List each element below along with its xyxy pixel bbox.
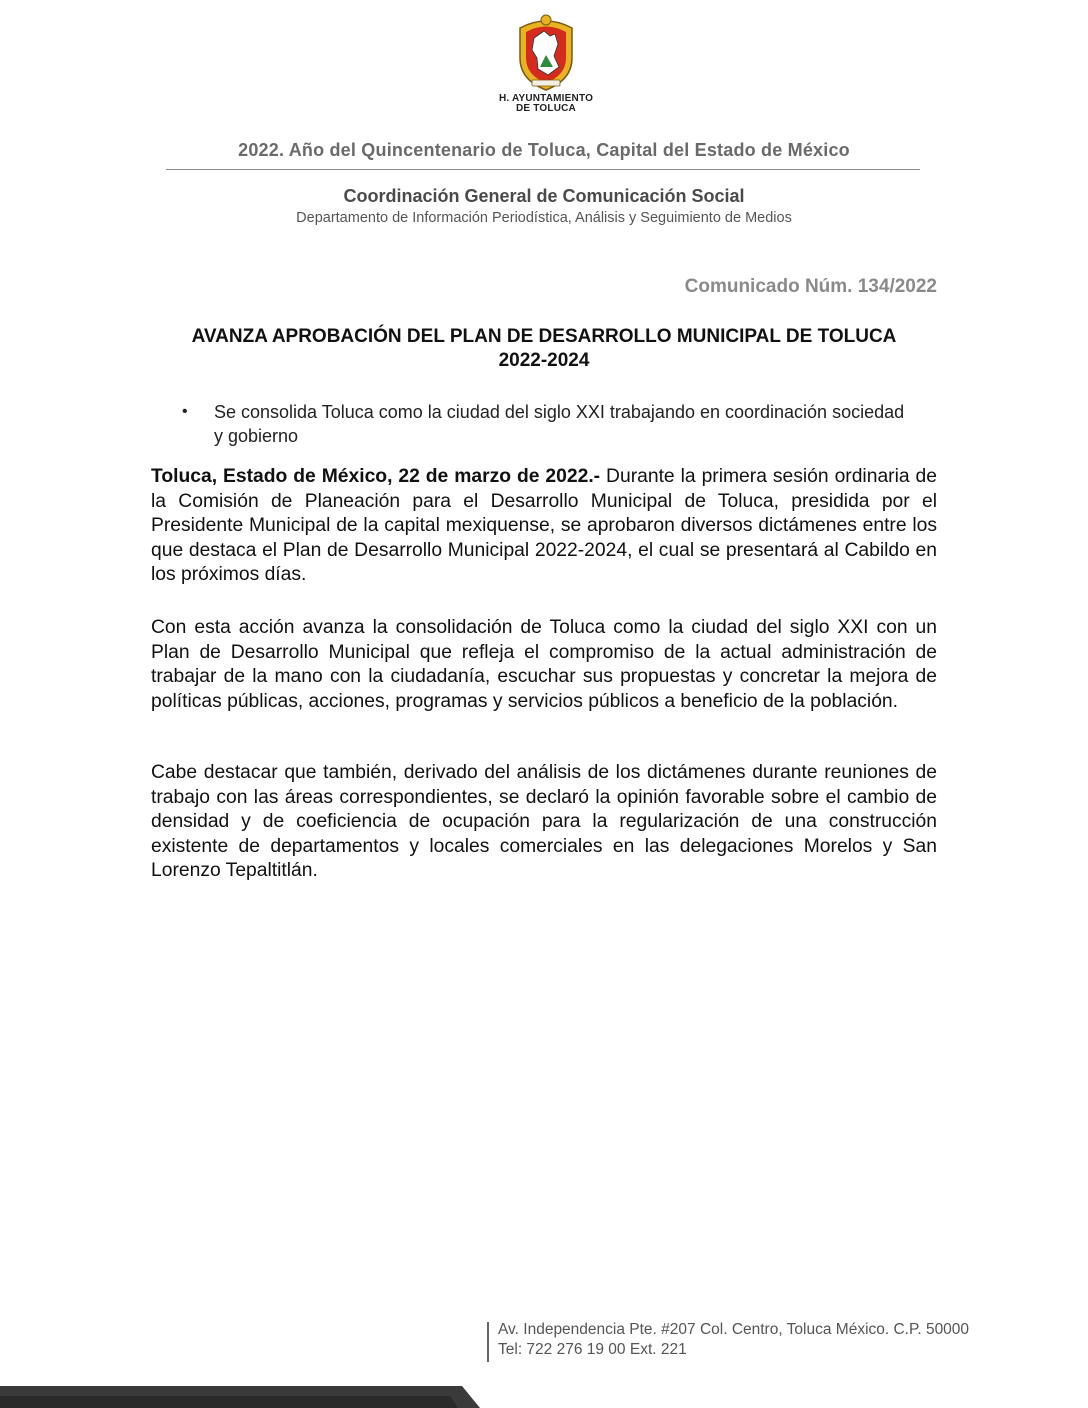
toluca-coat-of-arms-icon [510,14,582,92]
department-subtitle: Departamento de Información Periodística, Análisis y Seguimiento de Medios [296,210,792,226]
coordination-title: Coordinación General de Comunicación Social [343,186,745,206]
headline: AVANZA APROBACIÓN DEL PLAN DE DESARROLLO MUNICIPAL DE TOLUCA 2022-2024 [191,326,897,371]
summary-bullet-item [176,400,916,448]
body-paragraph-2: Con esta acción avanza la consolidación de Toluca como la ciudad del siglo XXI con un Plan de Desarrollo Municipal que refleja el compromiso de la actual administración de trabajar de la mano con la ciudadanía, escuchar sus propuestas y concretar la mejora de políticas públicas, acciones, programas y servicios públicos a beneficio de la población. [151,617,937,712]
summary-bullets [176,400,916,448]
logo-text-line2: DE TOLUCA [516,103,576,114]
bottom-decorative-band [0,1386,480,1408]
footer-address: Av. Independencia Pte. #207 Col. Centro, Toluca México. C.P. 50000 [498,1321,970,1338]
summary-bullet-text: Se consolida Toluca como la ciudad del siglo XXI trabajando en coordinación sociedad y gobierno [214,402,905,446]
municipal-logo [492,14,600,122]
header-divider [166,169,920,170]
dateline: Toluca, Estado de México, 22 de marzo de 2022.- [151,466,601,487]
footer-divider [487,1322,489,1362]
year-motto: 2022. Año del Quincentenario de Toluca, Capital del Estado de México [238,140,850,160]
body-paragraph-3: Cabe destacar que también, derivado del análisis de los dictámenes durante reuniones de trabajo con las áreas correspondientes, se declaró la opinión favorable sobre el cambio de densidad y de coeficiencia de ocupación para la regularización de una construcción existente de departamentos y locales comerciales en las delegaciones Morelos y San Lorenzo Tepaltitlán. [151,762,937,881]
paragraph-1-text: Durante la primera sesión ordinaria de la Comisión de Planeación para el Desarrollo Municipal de Toluca, presidida por el Presidente Municipal de la capital mexiquense, se aprobaron diversos dictámenes entre los que destaca el Plan de Desarrollo Municipal 2022-2024, el cual se presentará al Cabildo en los próximos días. [151,466,937,585]
body-paragraph-1 [151,465,937,588]
bullet-icon: • [182,403,188,420]
release-number: Comunicado Núm. 134/2022 [684,276,937,297]
logo-text-line1: H. AYUNTAMIENTO [498,93,594,104]
footer-phone: Tel: 722 276 19 00 Ext. 221 [498,1341,687,1358]
